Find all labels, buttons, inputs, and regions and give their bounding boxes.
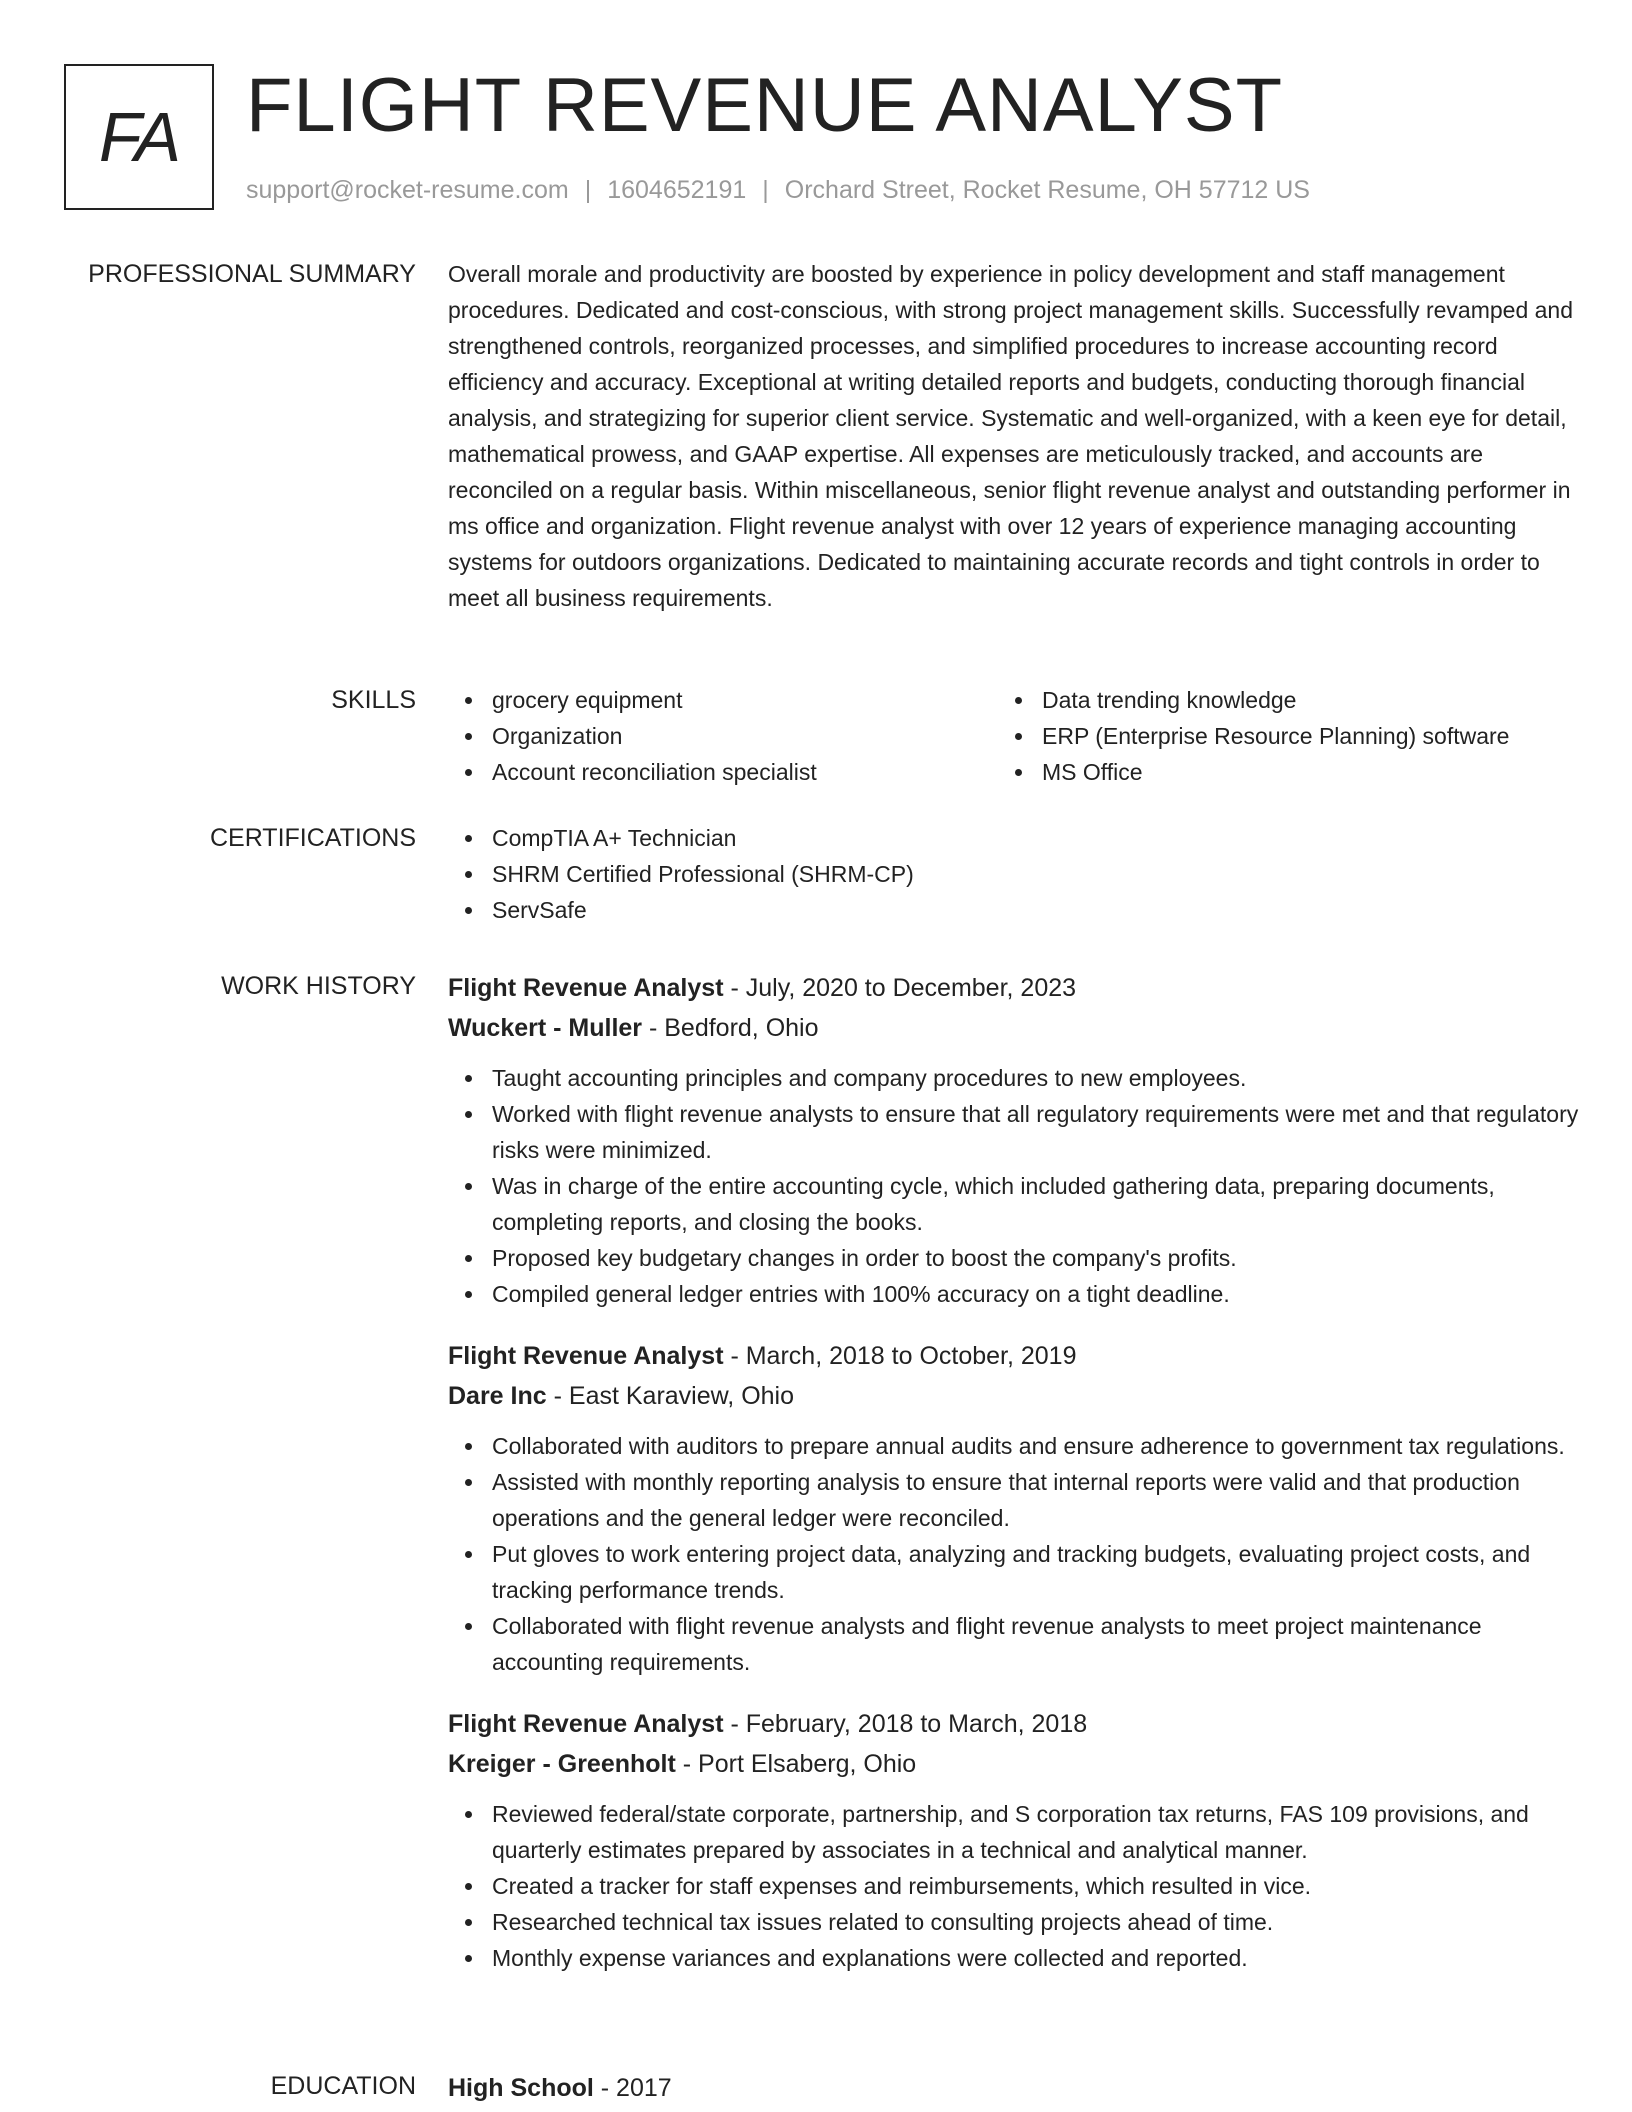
section-label-summary: PROFESSIONAL SUMMARY [88,260,416,288]
education-degree: High School [448,2074,594,2102]
job-title-line [448,1704,1584,1744]
job-bullet: Was in charge of the entire accounting cycle, which included gathering data, preparing documents, completing reports, and closing the books. [492,1168,1584,1240]
skill-item: Organization [492,718,998,754]
job-title: Flight Revenue Analyst [448,1342,724,1370]
section-label-work-history: WORK HISTORY [221,972,416,1000]
certifications-list [448,820,1584,928]
job-bullet: Compiled general ledger entries with 100% accuracy on a tight deadline. [492,1276,1584,1312]
education-line [448,2068,1584,2108]
work-history-content [448,968,1584,2000]
certification-item: CompTIA A+ Technician [492,820,1584,856]
job-bullet: Created a tracker for staff expenses and reimbursements, which resulted in vice. [492,1868,1584,1904]
skill-item: Data trending knowledge [1042,682,1582,718]
job-title-line [448,1336,1584,1376]
education-content [448,2068,1584,2108]
skills-list-left [448,682,998,790]
certification-item: ServSafe [492,892,1584,928]
job-title: Flight Revenue Analyst [448,974,724,1002]
resume-header [64,64,1584,214]
monogram-badge: FA [64,64,214,210]
job-bullets [448,1060,1584,1312]
skill-item: Account reconciliation specialist [492,754,998,790]
contact-separator: | [584,176,592,204]
job-bullet: Assisted with monthly reporting analysis to ensure that internal reports were valid and that production operations and the general ledger were reconciled. [492,1464,1584,1536]
job-bullet: Proposed key budgetary changes in order to boost the company's profits. [492,1240,1584,1276]
job-company-line [448,1008,1584,1048]
job-location: - East Karaview, Ohio [546,1382,794,1410]
education-year: - 2017 [593,2074,672,2102]
contact-email: support@rocket-resume.com [246,176,569,204]
contact-phone: 1604652191 [607,176,747,204]
section-label-certifications: CERTIFICATIONS [209,824,416,852]
skill-item: ERP (Enterprise Resource Planning) software [1042,718,1582,754]
job-entry [448,1336,1584,1680]
contact-line [246,172,1310,210]
job-location: - Bedford, Ohio [642,1014,819,1042]
job-bullet: Reviewed federal/state corporate, partnership, and S corporation tax returns, FAS 109 provisions, and quarterly estimates prepared by associates in a technical and analytical manner. [492,1796,1584,1868]
page-title: FLIGHT REVENUE ANALYST [246,63,1284,148]
job-bullet: Put gloves to work entering project data, analyzing and tracking budgets, evaluating project costs, and tracking performance trends. [492,1536,1584,1608]
job-entry [448,968,1584,1312]
job-entry [448,1704,1584,1976]
section-label-education: EDUCATION [270,2072,416,2100]
summary-content [448,256,1584,616]
summary-text: Overall morale and productivity are boosted by experience in policy development and staff management procedures. Dedicated and cost-conscious, with strong project management skills. Successfully revamped and strengthened controls, reorganized processes, and simplified procedures to increase accounting record efficiency and accuracy. Exceptional at writing detailed reports and budgets, conducting thorough financial analysis, and strategizing for superior client service. Systematic and well-organized, with a keen eye for detail, mathematical prowess, and GAAP expertise. All expenses are meticulously tracked, and accounts are reconciled on a regular basis. Within miscellaneous, senior flight revenue analyst and outstanding performer in ms office and organization. Flight revenue analyst with over 12 years of experience managing accounting systems for outdoors organizations. Dedicated to maintaining accurate records and tight controls in order to meet all business requirements. [448,261,1574,611]
skills-content [448,682,1584,790]
job-company-line [448,1376,1584,1416]
job-bullet: Taught accounting principles and company procedures to new employees. [492,1060,1584,1096]
job-company: Wuckert - Muller [448,1014,643,1042]
contact-separator: | [762,176,769,204]
job-dates: - March, 2018 to October, 2019 [723,1342,1077,1370]
job-location: - Port Elsaberg, Ohio [675,1750,917,1778]
job-dates: - February, 2018 to March, 2018 [723,1710,1088,1738]
skills-list-right [998,682,1582,790]
job-dates: - July, 2020 to December, 2023 [723,974,1077,1002]
job-bullets [448,1796,1584,1976]
job-company: Kreiger - Greenholt [448,1750,676,1778]
certification-item: SHRM Certified Professional (SHRM-CP) [492,856,1584,892]
contact-address: Orchard Street, Rocket Resume, OH 57712 US [784,176,1310,204]
job-bullet: Collaborated with auditors to prepare annual audits and ensure adherence to government tax regulations. [492,1428,1584,1464]
job-company-line [448,1744,1584,1784]
job-title-line [448,968,1584,1008]
skill-item: grocery equipment [492,682,998,718]
job-bullet: Researched technical tax issues related to consulting projects ahead of time. [492,1904,1584,1940]
certifications-content [448,820,1584,928]
job-company: Dare Inc [448,1382,547,1410]
skills-grid [448,682,1584,790]
job-bullet: Worked with flight revenue analysts to ensure that all regulatory requirements were met and that regulatory risks were minimized. [492,1096,1584,1168]
job-bullet: Monthly expense variances and explanations were collected and reported. [492,1940,1584,1976]
job-bullets [448,1428,1584,1680]
skill-item: MS Office [1042,754,1582,790]
job-title: Flight Revenue Analyst [448,1710,724,1738]
job-bullet: Collaborated with flight revenue analysts and flight revenue analysts to meet project maintenance accounting requirements. [492,1608,1584,1680]
section-label-skills: SKILLS [331,686,416,714]
